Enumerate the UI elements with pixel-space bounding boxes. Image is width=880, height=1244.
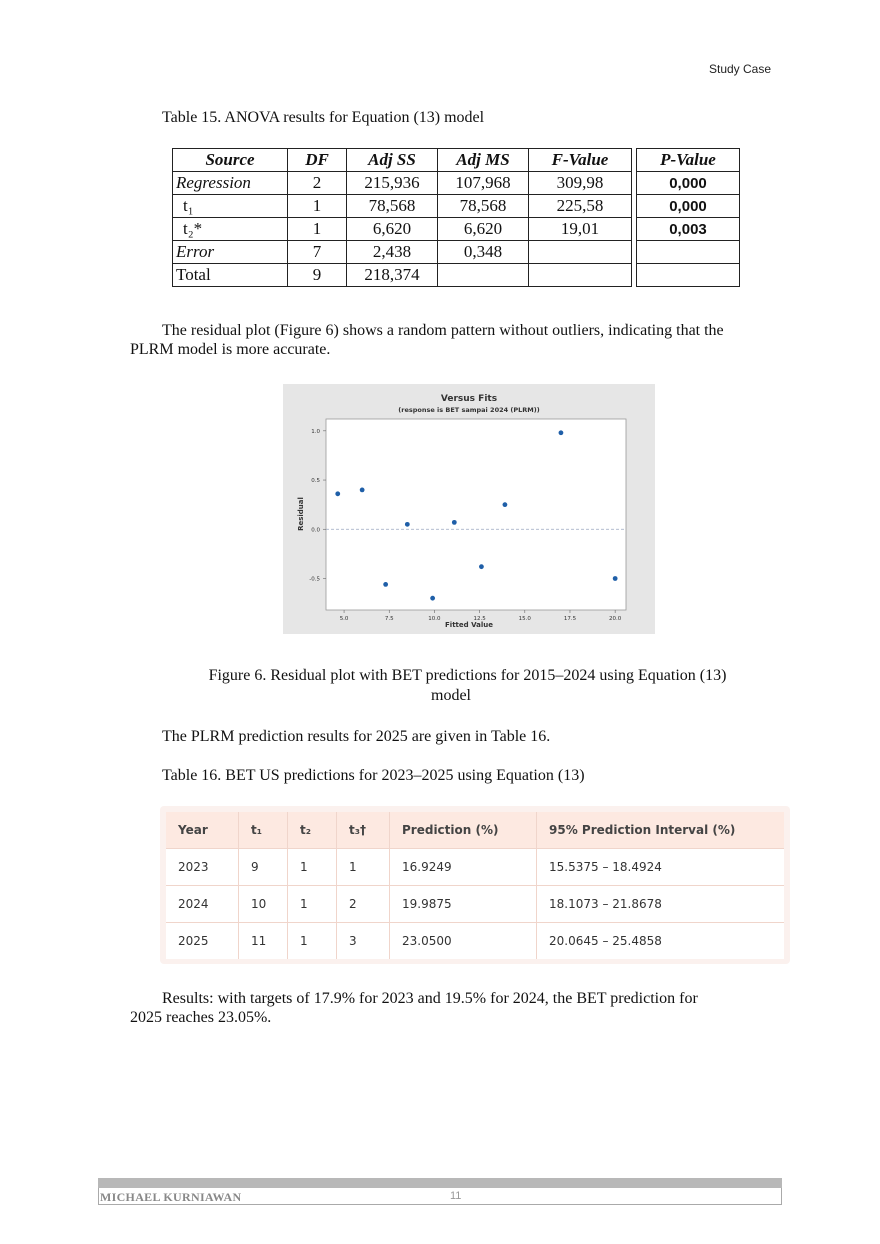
anova-cell: 0,348 bbox=[438, 241, 529, 264]
x-axis-label: Fitted Value bbox=[445, 621, 493, 629]
anova-cell: Total bbox=[173, 264, 288, 287]
anova-cell: 9 bbox=[288, 264, 347, 287]
y-tick-label: 0.5 bbox=[311, 478, 320, 485]
chart-subtitle: (response is BET sampai 2024 (PLRM)) bbox=[398, 406, 540, 414]
anova-table bbox=[172, 148, 740, 294]
pred-col-t1: t₁ bbox=[239, 812, 288, 849]
y-tick-label: 1.0 bbox=[311, 428, 320, 435]
x-tick-label: 17.5 bbox=[563, 616, 577, 622]
anova-col-pvalue: P-Value bbox=[637, 149, 740, 172]
pred-cell: 15.5375 – 18.4924 bbox=[537, 849, 785, 886]
data-point bbox=[479, 564, 484, 569]
anova-cell: 1 bbox=[288, 218, 347, 241]
table-row bbox=[173, 218, 740, 241]
prediction-table bbox=[166, 812, 784, 959]
pred-cell: 1 bbox=[288, 849, 337, 886]
anova-cell bbox=[637, 241, 740, 264]
pred-cell: 1 bbox=[288, 886, 337, 923]
data-point bbox=[430, 596, 435, 601]
pred-cell: 3 bbox=[337, 923, 390, 960]
anova-col-adjss: Adj SS bbox=[347, 149, 438, 172]
pred-cell: 2 bbox=[337, 886, 390, 923]
pred-col-t2: t₂ bbox=[288, 812, 337, 849]
pred-cell: 23.0500 bbox=[390, 923, 537, 960]
pred-cell: 16.9249 bbox=[390, 849, 537, 886]
data-point bbox=[335, 491, 340, 496]
anova-cell: 78,568 bbox=[438, 195, 529, 218]
prediction-table-container bbox=[160, 806, 790, 964]
pred-cell: 20.0645 – 25.4858 bbox=[537, 923, 785, 960]
pred-col-year: Year bbox=[166, 812, 239, 849]
data-point bbox=[383, 582, 388, 587]
anova-cell: 0,000 bbox=[637, 195, 740, 218]
figure6-caption-line2: model bbox=[431, 687, 471, 704]
data-point bbox=[360, 487, 365, 492]
anova-cell: 225,58 bbox=[529, 195, 632, 218]
anova-col-adjms: Adj MS bbox=[438, 149, 529, 172]
x-tick-label: 12.5 bbox=[473, 616, 486, 622]
pred-cell: 11 bbox=[239, 923, 288, 960]
chart-title: Versus Fits bbox=[440, 394, 498, 404]
table-row bbox=[166, 849, 784, 886]
page-number: 11 bbox=[450, 1190, 462, 1202]
table-row bbox=[173, 241, 740, 264]
table-row bbox=[173, 264, 740, 287]
anova-cell bbox=[637, 264, 740, 287]
anova-cell: 2 bbox=[288, 172, 347, 195]
data-point bbox=[503, 502, 508, 507]
anova-col-df: DF bbox=[288, 149, 347, 172]
data-point bbox=[559, 430, 564, 435]
pred-cell: 2024 bbox=[166, 886, 239, 923]
x-tick-label: 10.0 bbox=[428, 616, 441, 622]
anova-cell: 215,936 bbox=[347, 172, 438, 195]
anova-cell: 19,01 bbox=[529, 218, 632, 241]
pred-cell: 1 bbox=[337, 849, 390, 886]
pred-cell: 9 bbox=[239, 849, 288, 886]
pred-col-interval: 95% Prediction Interval (%) bbox=[537, 812, 785, 849]
pred-cell: 19.9875 bbox=[390, 886, 537, 923]
results-line1: Results: with targets of 17.9% for 2023 and 19.5% for 2024, the BET prediction for bbox=[162, 990, 698, 1007]
data-point bbox=[613, 576, 618, 581]
anova-cell: 78,568 bbox=[347, 195, 438, 218]
footer-bar bbox=[98, 1178, 782, 1188]
plot-area bbox=[326, 419, 626, 610]
footer-author: MICHAEL KURNIAWAN bbox=[100, 1190, 242, 1204]
anova-cell: Regression bbox=[173, 172, 288, 195]
data-point bbox=[405, 522, 410, 527]
paragraph-plrm: The PLRM prediction results for 2025 are given in Table 16. bbox=[162, 728, 551, 745]
y-tick-label: -0.5 bbox=[309, 576, 320, 583]
pred-cell: 18.1073 – 21.8678 bbox=[537, 886, 785, 923]
anova-cell: Error bbox=[173, 241, 288, 264]
anova-cell: 6,620 bbox=[438, 218, 529, 241]
table15-caption: Table 15. ANOVA results for Equation (13) model bbox=[162, 109, 485, 126]
pred-cell: 1 bbox=[288, 923, 337, 960]
pred-cell: 2023 bbox=[166, 849, 239, 886]
anova-cell: 7 bbox=[288, 241, 347, 264]
table-row bbox=[173, 172, 740, 195]
paragraph-residual: The residual plot (Figure 6) shows a random pattern without outliers, indicating that the PLRM model is more accurate. bbox=[130, 322, 724, 358]
anova-cell bbox=[438, 264, 529, 287]
anova-cell: 309,98 bbox=[529, 172, 632, 195]
table-row bbox=[166, 886, 784, 923]
pred-col-t3: t₃† bbox=[337, 812, 390, 849]
figure6-caption-line1: Figure 6. Residual plot with BET predictions for 2015–2024 using Equation (13) bbox=[208, 667, 727, 684]
data-point bbox=[452, 520, 457, 525]
anova-cell: 0,003 bbox=[637, 218, 740, 241]
anova-cell: 0,000 bbox=[637, 172, 740, 195]
anova-cell: 1 bbox=[288, 195, 347, 218]
anova-cell bbox=[529, 241, 632, 264]
anova-col-fvalue: F-Value bbox=[529, 149, 632, 172]
x-tick-label: 7.5 bbox=[384, 616, 394, 622]
pred-cell: 2025 bbox=[166, 923, 239, 960]
x-tick-label: 5.0 bbox=[339, 616, 349, 622]
table-row bbox=[166, 923, 784, 960]
pred-col-prediction: Prediction (%) bbox=[390, 812, 537, 849]
results-line2: 2025 reaches 23.05%. bbox=[130, 1009, 272, 1026]
running-header: Study Case bbox=[709, 62, 772, 76]
residual-chart-svg bbox=[283, 384, 655, 634]
y-tick-label: 0.0 bbox=[311, 527, 320, 534]
anova-cell: t₁ bbox=[173, 195, 288, 218]
pred-cell: 10 bbox=[239, 886, 288, 923]
x-tick-label: 15.0 bbox=[518, 616, 531, 622]
anova-header-row bbox=[173, 149, 740, 172]
anova-cell: 218,374 bbox=[347, 264, 438, 287]
anova-cell: t₂* bbox=[173, 218, 288, 241]
x-tick-label: 20.0 bbox=[609, 616, 622, 622]
anova-cell: 107,968 bbox=[438, 172, 529, 195]
table16-caption: Table 16. BET US predictions for 2023–2025 using Equation (13) bbox=[162, 767, 585, 784]
anova-col-source: Source bbox=[173, 149, 288, 172]
anova-cell: 2,438 bbox=[347, 241, 438, 264]
table-row bbox=[173, 195, 740, 218]
y-axis-label: Residual bbox=[297, 497, 305, 531]
residual-chart bbox=[283, 384, 655, 634]
prediction-header-row bbox=[166, 812, 784, 849]
anova-cell: 6,620 bbox=[347, 218, 438, 241]
anova-cell bbox=[529, 264, 632, 287]
